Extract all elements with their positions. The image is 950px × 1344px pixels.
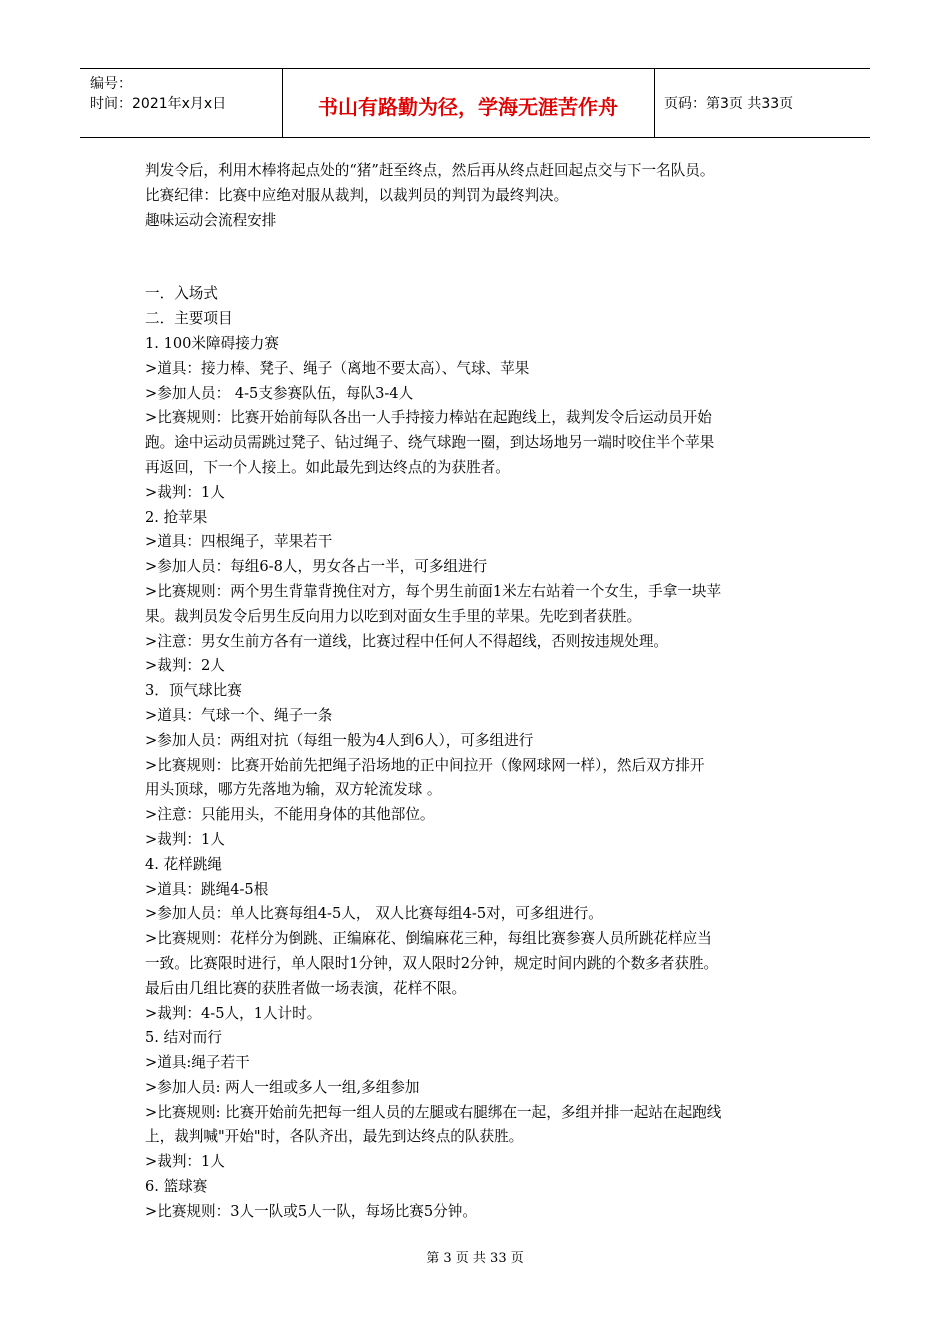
body-line: >裁判：2人 bbox=[145, 657, 225, 675]
body-line: 2. 抢苹果 bbox=[145, 508, 208, 526]
document-body bbox=[145, 159, 825, 1225]
document-number-label: 编号： bbox=[90, 76, 132, 92]
body-line: >参加人员：两组对抗（每组一般为4人到6人），可多组进行 bbox=[145, 731, 534, 749]
header-page-cell bbox=[654, 69, 870, 137]
body-line: >比赛规则：比赛开始前每队各出一人手持接力棒站在起跑线上，裁判发令后运动员开始 bbox=[145, 409, 712, 427]
paragraph-gap bbox=[145, 233, 825, 282]
body-line: 5. 结对而行 bbox=[145, 1029, 222, 1047]
intro-line: 趣味运动会流程安排 bbox=[145, 211, 277, 229]
body-line: 最后由几组比赛的获胜者做一场表演，花样不限。 bbox=[145, 979, 467, 997]
header-page-code: 页码：第3页 共33页 bbox=[664, 96, 794, 112]
body-line: >道具：接力棒、凳子、绳子（离地不要太高）、气球、苹果 bbox=[145, 359, 530, 377]
body-line: 一致。比赛限时进行，单人限时1分钟，双人限时2分钟，规定时间内跳的个数多者获胜。 bbox=[145, 954, 719, 972]
header-motto-cell bbox=[282, 69, 655, 137]
body-line: >比赛规则：两个男生背靠背挽住对方，每个男生前面1米左右站着一个女生，手拿一块苹 bbox=[145, 582, 722, 600]
page-footer: 第 3 页 共 33 页 bbox=[426, 1251, 524, 1266]
body-line: 3．顶气球比赛 bbox=[145, 682, 242, 700]
body-line: >参加人员: 两人一组或多人一组,多组参加 bbox=[145, 1078, 420, 1096]
document-date-label: 时间：2021年x月x日 bbox=[90, 96, 227, 112]
body-line: 6. 篮球赛 bbox=[145, 1178, 208, 1196]
body-line: 跑。途中运动员需跳过凳子、钻过绳子、绕气球跑一圈，到达场地另一端时咬住半个苹果 bbox=[145, 434, 715, 452]
header-info-cell bbox=[80, 69, 283, 137]
body-line: >道具：四根绳子，苹果若干 bbox=[145, 533, 333, 551]
body-line: >道具：气球一个、绳子一条 bbox=[145, 706, 333, 724]
body-line: >裁判：1人 bbox=[145, 483, 225, 501]
body-line: 果。裁判员发令后男生反向用力以吃到对面女生手里的苹果。先吃到者获胜。 bbox=[145, 607, 642, 625]
body-line: >道具:绳子若干 bbox=[145, 1054, 250, 1072]
body-line: 1. 100米障碍接力赛 bbox=[145, 334, 279, 352]
body-line: >裁判：4-5人，1人计时。 bbox=[145, 1004, 322, 1022]
intro-line: 比赛纪律：比赛中应绝对服从裁判，以裁判员的判罚为最终判决。 bbox=[145, 186, 569, 204]
header-motto: 书山有路勤为径，学海无涯苦作舟 bbox=[318, 95, 618, 119]
body-line: >比赛规则：花样分为倒跳、正编麻花、倒编麻花三种，每组比赛参赛人员所跳花样应当 bbox=[145, 930, 712, 948]
body-line: 上，裁判喊"开始"时，各队齐出，最先到达终点的队获胜。 bbox=[145, 1128, 524, 1146]
body-line: >参加人员：每组6-8人，男女各占一半，可多组进行 bbox=[145, 558, 488, 576]
body-line: 用头顶球，哪方先落地为输，双方轮流发球 。 bbox=[145, 781, 442, 799]
body-line: 一．入场式 bbox=[145, 285, 218, 303]
body-line: >参加人员：单人比赛每组4-5人， 双人比赛每组4-5对，可多组进行。 bbox=[145, 905, 603, 923]
body-line: >比赛规则：比赛开始前先把绳子沿场地的正中间拉开（像网球网一样），然后双方排开 bbox=[145, 756, 705, 774]
body-line: 再返回，下一个人接上。如此最先到达终点的为获胜者。 bbox=[145, 458, 510, 476]
body-line: >注意：只能用头，不能用身体的其他部位。 bbox=[145, 806, 435, 824]
body-line: 二．主要项目 bbox=[145, 310, 233, 328]
page-header bbox=[80, 68, 870, 138]
body-line: >比赛规则：3人一队或5人一队，每场比赛5分钟。 bbox=[145, 1202, 477, 1220]
body-line: >比赛规则: 比赛开始前先把每一组人员的左腿或右腿绑在一起，多组并排一起站在起跑线 bbox=[145, 1103, 722, 1121]
intro-line: 判发令后，利用木棒将起点处的“猪”赶至终点，然后再从终点赶回起点交与下一名队员。 bbox=[145, 162, 715, 179]
body-line: >裁判：1人 bbox=[145, 1153, 225, 1171]
body-line: >道具：跳绳4-5根 bbox=[145, 880, 269, 898]
body-line: >裁判：1人 bbox=[145, 830, 225, 848]
body-line: 4. 花样跳绳 bbox=[145, 855, 222, 873]
body-line: >注意：男女生前方各有一道线，比赛过程中任何人不得超线，否则按违规处理。 bbox=[145, 632, 669, 650]
body-line: >参加人员： 4-5支参赛队伍，每队3-4人 bbox=[145, 384, 414, 402]
